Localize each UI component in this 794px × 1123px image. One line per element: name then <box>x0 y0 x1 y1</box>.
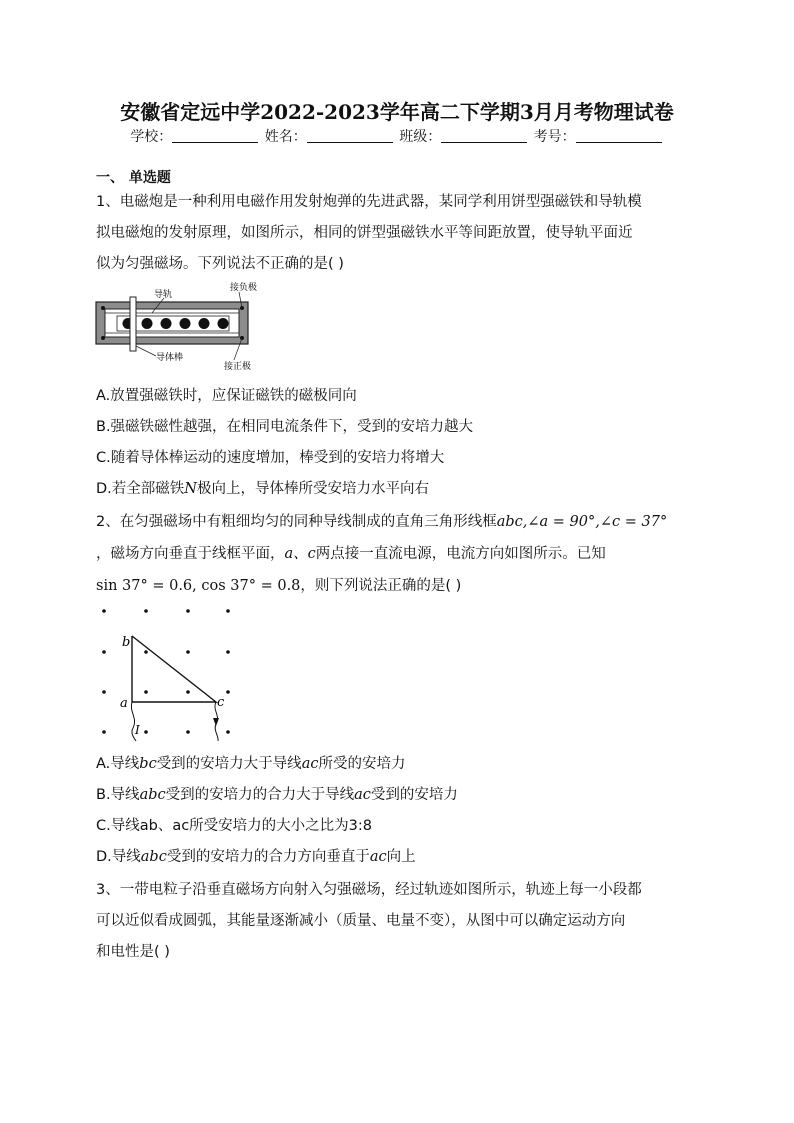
q2-line-2: ，磁场方向垂直于线框平面，a、c两点接一直流电源，电流方向如图所示。已知 <box>96 546 606 562</box>
q2-option-d[interactable]: D.导线abc受到的安培力的合力方向垂直于ac向上 <box>96 849 416 865</box>
q3-line: 和电性是( ) <box>96 944 170 960</box>
exam-number-blank[interactable] <box>576 128 662 143</box>
q1-line: 似为匀强磁场。下列说法不正确的是( ) <box>96 256 344 272</box>
q2-line-1: 2、在匀强磁场中有粗细均匀的同种导线制成的直角三角形线框abc,∠a = 90°,∠c = 37° <box>96 514 668 530</box>
vertex-b: b <box>122 635 131 650</box>
student-info-row <box>0 126 794 146</box>
q1-option-d[interactable]: D.若全部磁铁N极向上，导体棒所受安培力水平向右 <box>96 481 429 497</box>
class-blank[interactable] <box>441 128 527 143</box>
q2-option-c[interactable]: C.导线ab、ac所受安培力的大小之比为3:8 <box>96 818 373 834</box>
name-label: 姓名： <box>264 129 307 145</box>
school-label: 学校： <box>130 129 173 145</box>
school-blank[interactable] <box>172 128 258 143</box>
q1-option-a[interactable]: A.放置强磁铁时，应保证磁铁的磁极同向 <box>96 388 357 404</box>
name-blank[interactable] <box>307 128 393 143</box>
q1-line: 1、电磁炮是一种利用电磁作用发射炮弹的先进武器，某同学利用饼型强磁铁和导轨模 <box>96 194 642 210</box>
triangle-figure <box>96 600 246 745</box>
q2-option-a[interactable]: A.导线bc受到的安培力大于导线ac所受的安培力 <box>96 756 406 772</box>
section-heading: 一、 单选题 <box>96 170 171 186</box>
current-label: I <box>135 723 140 737</box>
exam-title: 安徽省定远中学2022-2023学年高二下学期3月月考物理试卷 <box>120 100 674 124</box>
q2-line-3: sin 37° = 0.6, cos 37° = 0.8，则下列说法正确的是( ) <box>96 578 462 594</box>
railgun-figure <box>94 280 274 372</box>
q2-option-b[interactable]: B.导线abc受到的安培力的合力大于导线ac受到的安培力 <box>96 787 458 803</box>
label-negative: 接负极 <box>230 283 258 293</box>
exam-number-label: 考号： <box>533 129 576 145</box>
q3-line: 3、一带电粒子沿垂直磁场方向射入匀强磁场，经过轨迹如图所示，轨迹上每一小段都 <box>96 882 642 898</box>
magnetic-field-dots <box>102 609 230 734</box>
class-label: 班级： <box>399 129 442 145</box>
q1-option-b[interactable]: B.强磁铁磁性越强，在相同电流条件下，受到的安培力越大 <box>96 419 474 435</box>
label-positive: 接正极 <box>224 362 252 372</box>
label-rail: 导轨 <box>154 290 173 300</box>
vertex-c: c <box>217 695 225 710</box>
q1-option-c[interactable]: C.随着导体棒运动的速度增加，棒受到的安培力将增大 <box>96 450 445 466</box>
label-rod: 导体棒 <box>156 353 184 363</box>
q1-line: 拟电磁炮的发射原理，如图所示，相同的饼型强磁铁水平等间距放置，使导轨平面近 <box>96 225 633 241</box>
vertex-a: a <box>120 696 128 711</box>
q3-line: 可以近似看成圆弧，其能量逐渐减小（质量、电量不变），从图中可以确定运动方向 <box>96 913 626 929</box>
